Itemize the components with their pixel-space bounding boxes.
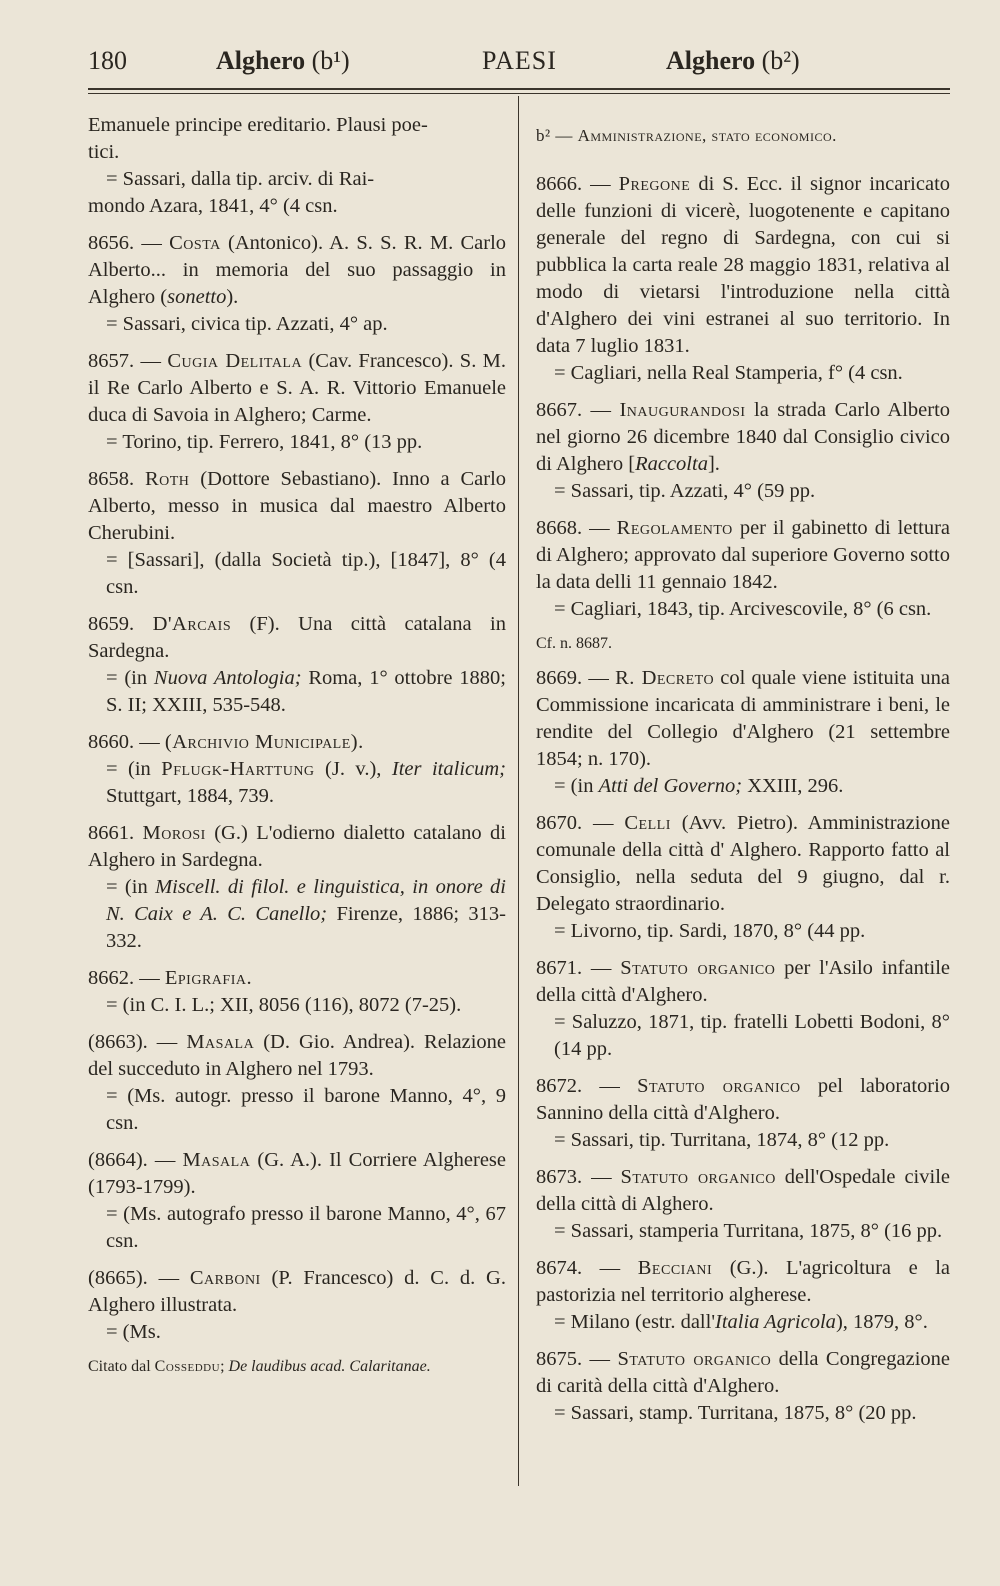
running-header xyxy=(88,40,950,84)
entry-8662: 8662. — Epigrafia. = (in C. I. L.; XII, 8056 (116), 8072 (7-25). xyxy=(88,967,462,1016)
entry-8668: 8668. — Regolamento per il gabinetto di lettura di Alghero; approvato dal superiore Governo sotto la data delli 11 gennaio 1842. = Cagliari, 1843, tip. Arcivescovile, 8° (6 csn. xyxy=(536,517,951,620)
column-divider xyxy=(518,96,519,1486)
center-running-title: PAESI xyxy=(482,46,557,75)
entry-8673: 8673. — Statuto organico dell'Ospedale civile della città di Alghero. = Sassari, stamperia Turritana, 1875, 8° (16 pp. xyxy=(536,1166,950,1242)
left-column xyxy=(88,112,506,1388)
entry-8665: (8665). — Carboni (P. Francesco) d. C. d. G. Alghero illustrata. = (Ms. xyxy=(88,1267,506,1343)
entry-8660: 8660. — (Archivio Municipale). = (in Pflugk-Harttung (J. v.), Iter italicum; Stuttgart, 1884, 739. xyxy=(88,731,506,807)
entry-8661: 8661. Morosi (G.) L'odierno dialetto catalano di Alghero in Sardegna. = (in Miscell. di filol. e linguistica, in onore di N. Caix e A. C. Canello; Firenze, 1886; 313-332. xyxy=(88,822,507,952)
right-column xyxy=(536,112,950,1437)
entry-8667: 8667. — Inaugurandosi la strada Carlo Alberto nel giorno 26 dicembre 1840 dal Consiglio civico di Alghero [Raccolta]. = Sassari, tip. Azzati, 4° (59 pp. xyxy=(536,399,951,502)
citation-note: Citato dal Cosseddu; De laudibus acad. Calaritanae. xyxy=(88,1358,431,1375)
entry-8675: 8675. — Statuto organico della Congregazione di carità della città d'Alghero. = Sassari, stamp. Turritana, 1875, 8° (20 pp. xyxy=(536,1348,951,1424)
entry-8659: 8659. D'Arcais (F). Una città catalana in Sardegna. = (in Nuova Antologia; Roma, 1° ottobre 1880; S. II; XXIII, 535-548. xyxy=(88,613,506,716)
right-running-title: Alghero (b²) xyxy=(666,46,800,75)
header-rule xyxy=(88,88,950,90)
entry-continuation: Emanuele principe ereditario. Plausi poe- tici. = Sassari, dalla tip. arciv. di Rai- mondo Azara, 1841, 4° (4 csn. xyxy=(88,114,428,217)
page-number: 180 xyxy=(88,46,127,75)
left-running-title: Alghero (b¹) xyxy=(216,46,350,75)
entry-8657: 8657. — Cugia Delitala (Cav. Francesco). S. M. il Re Carlo Alberto e S. A. R. Vittorio Emanuele duca di Savoia in Alghero; Carme. = Torino, tip. Ferrero, 1841, 8° (13 pp. xyxy=(88,350,507,453)
entry-8656: 8656. — Costa (Antonico). A. S. S. R. M. Carlo Alberto... in memoria del suo passaggio in Alghero (sonetto). = Sassari, civica tip. Azzati, 4° ap. xyxy=(88,232,507,335)
cross-reference: Cf. n. 8687. xyxy=(536,635,612,652)
header-rule-thin xyxy=(88,93,950,94)
entry-8670: 8670. — Celli (Avv. Pietro). Amministrazione comunale della città d' Alghero. Rapporto fatto al Consiglio, nella seduta del 9 giugno, dal r. Delegato straordinario. = Livorno, tip. Sardi, 1870, 8° (44 pp. xyxy=(536,812,951,942)
section-heading: b² — Amministrazione, stato economico. xyxy=(536,126,837,145)
entry-8671: 8671. — Statuto organico per l'Asilo infantile della città d'Alghero. = Saluzzo, 1871, tip. fratelli Lobetti Bodoni, 8° (14 pp. xyxy=(536,957,951,1060)
entry-8669: 8669. — R. Decreto col quale viene istituita una Commissione incaricata di amministrare i beni, le rendite del Collegio d'Alghero (21 settembre 1854; n. 170). = (in Atti del Governo; XXIII, 296. xyxy=(536,667,951,797)
entry-8663: (8663). — Masala (D. Gio. Andrea). Relazione del succeduto in Alghero nel 1793. = (Ms. autogr. presso il barone Manno, 4°, 9 csn. xyxy=(88,1031,507,1134)
entry-8672: 8672. — Statuto organico pel laboratorio Sannino della città d'Alghero. = Sassari, tip. Turritana, 1874, 8° (12 pp. xyxy=(536,1075,951,1151)
entry-8674: 8674. — Becciani (G.). L'agricoltura e la pastorizia nel territorio algherese. = Milano (estr. dall'Italia Agricola), 1879, 8°. xyxy=(536,1257,951,1333)
entry-8666: 8666. — Pregone di S. Ecc. il signor incaricato delle funzioni di vicerè, luogotenente e capitano generale del regno di Sardegna, con cui si pubblica la carta reale 28 maggio 1831, relativa al modo di vietarsi l'introduzione nella città d'Alghero dei vini estranei al suo territorio. In data 7 luglio 1831. = Cagliari, nella Real Stamperia, f° (4 csn. xyxy=(536,173,951,384)
entry-8664: (8664). — Masala (G. A.). Il Corriere Algherese (1793-1799). = (Ms. autografo presso il barone Manno, 4°, 67 csn. xyxy=(88,1149,507,1252)
entry-8658: 8658. Roth (Dottore Sebastiano). Inno a Carlo Alberto, messo in musica dal maestro Alberto Cherubini. = [Sassari], (dalla Società tip.), [1847], 8° (4 csn. xyxy=(88,468,507,598)
